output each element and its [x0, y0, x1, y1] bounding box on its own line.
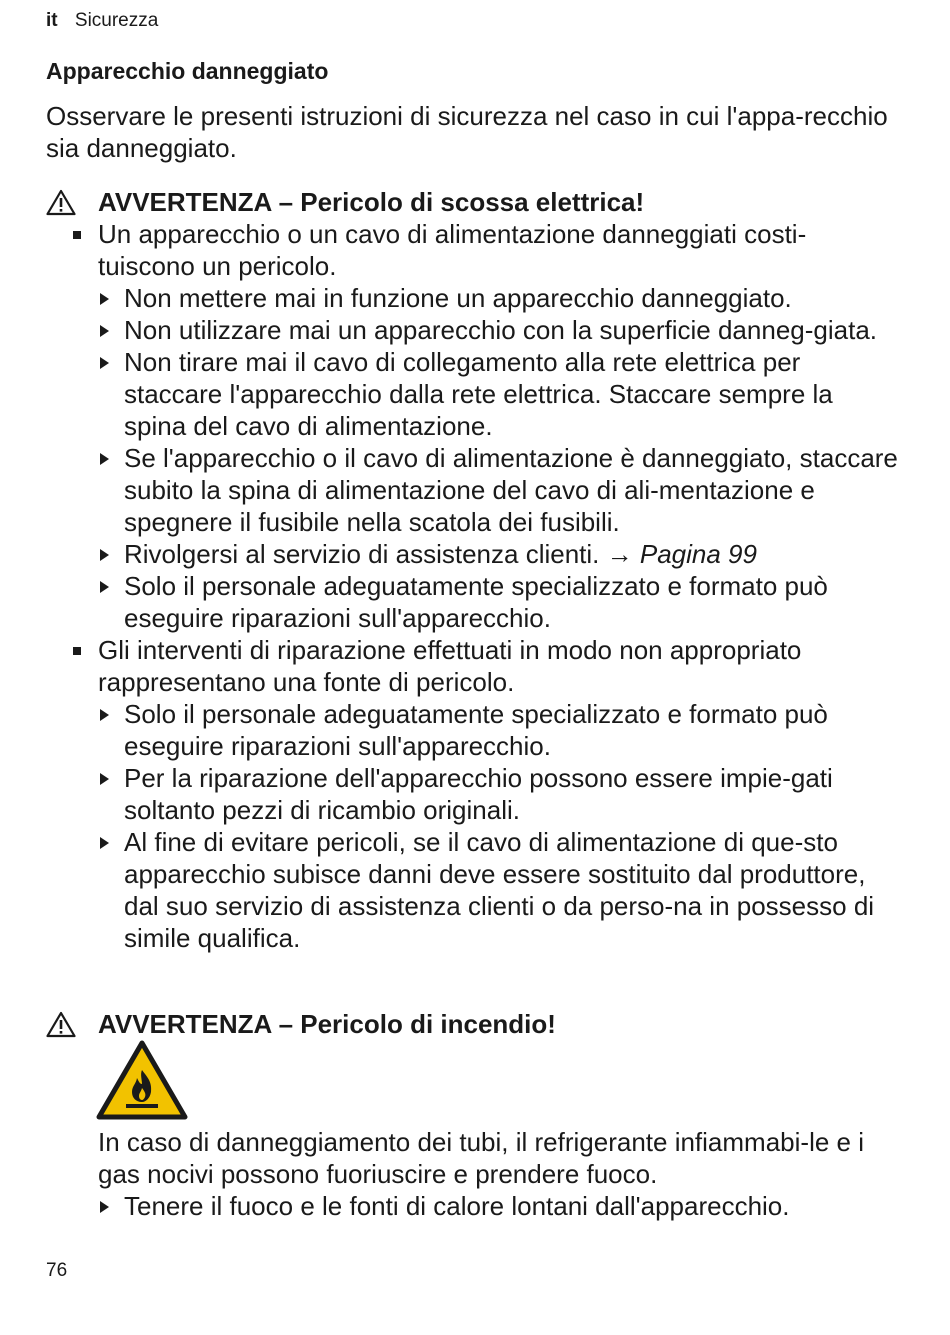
- instruction-step-reference: [70, 538, 900, 570]
- step-text: Al fine di evitare pericoli, se il cavo di alimentazione di que-sto apparecchio subisce danni deve essere sostituito dal produttore, dal suo servizio di assistenza clienti o da perso-na in possesso di simile qualifica.: [124, 827, 875, 953]
- triangle-arrow-icon: [100, 453, 109, 465]
- instruction-step: [98, 1190, 898, 1222]
- triangle-arrow-icon: [100, 773, 109, 785]
- bullet-text: Gli interventi di riparazione effettuati in modo non appropriato rappresentano una fonte di pericolo.: [98, 635, 802, 697]
- intro-paragraph: Osservare le presenti istruzioni di sicurezza nel caso in cui l'appa-recchio sia danneggiato.: [46, 101, 888, 163]
- list-item: [70, 634, 900, 698]
- instruction-step: [70, 762, 900, 826]
- step-text: Non mettere mai in funzione un apparecchio danneggiato.: [124, 283, 792, 313]
- instruction-step: [70, 698, 900, 762]
- fire-warning-text: In caso di danneggiamento dei tubi, il refrigerante infiammabi-le e i gas nocivi possono fuoriuscire e prendere fuoco.: [98, 1127, 864, 1189]
- section-name: Sicurezza: [74, 10, 159, 31]
- language-code: it: [46, 10, 58, 31]
- instruction-step: [70, 314, 900, 346]
- triangle-arrow-icon: [100, 325, 109, 337]
- triangle-arrow-icon: [100, 357, 109, 369]
- step-text: Solo il personale adeguatamente specializzato e formato può eseguire riparazioni sull'apparecchio.: [124, 571, 828, 633]
- step-text: Solo il personale adeguatamente specializzato e formato può eseguire riparazioni sull'apparecchio.: [124, 699, 828, 761]
- warning-triangle-icon: [46, 1011, 76, 1038]
- step-text: Se l'apparecchio o il cavo di alimentazione è danneggiato, staccare subito la spina di alimentazione del cavo di ali-mentazione e spegnere il fusibile nella scatola dei fusibili.: [124, 443, 898, 537]
- instruction-step: [70, 282, 900, 314]
- instruction-step: [70, 826, 900, 954]
- step-text: Rivolgersi al servizio di assistenza clienti.: [124, 539, 600, 569]
- warning-triangle-icon: [46, 189, 76, 216]
- square-bullet-icon: [73, 647, 81, 655]
- step-text: Non tirare mai il cavo di collegamento alla rete elettrica per staccare l'apparecchio dalla rete elettrica. Staccare sempre la spina del cavo di alimentazione.: [124, 347, 833, 441]
- list-item: [70, 218, 900, 282]
- page-reference-link[interactable]: Pagina 99: [639, 539, 757, 569]
- section-title: Apparecchio danneggiato: [46, 58, 329, 84]
- page-header: [46, 10, 158, 32]
- warning-body-fire: [98, 1126, 898, 1222]
- instruction-step: [70, 442, 900, 538]
- triangle-arrow-icon: [100, 581, 109, 593]
- step-text: Non utilizzare mai un apparecchio con la superficie danneg-giata.: [124, 315, 877, 345]
- reference-arrow-icon: →: [606, 539, 633, 569]
- triangle-arrow-icon: [100, 549, 109, 561]
- bullet-text: Un apparecchio o un cavo di alimentazione danneggiati costi-tuiscono un pericolo.: [98, 219, 807, 281]
- triangle-arrow-icon: [100, 709, 109, 721]
- flammable-warning-sign-icon: [96, 1040, 188, 1120]
- triangle-arrow-icon: [100, 293, 109, 305]
- warning-title: AVVERTENZA – Pericolo di incendio!: [98, 1009, 556, 1039]
- triangle-arrow-icon: [100, 837, 109, 849]
- triangle-arrow-icon: [100, 1201, 109, 1213]
- step-text: Tenere il fuoco e le fonti di calore lontani dall'apparecchio.: [124, 1191, 790, 1221]
- square-bullet-icon: [73, 231, 81, 239]
- page-number: 76: [46, 1260, 68, 1281]
- warning-title: AVVERTENZA – Pericolo di scossa elettrica!: [98, 187, 645, 217]
- instruction-step: [70, 346, 900, 442]
- step-text: Per la riparazione dell'apparecchio possono essere impie-gati soltanto pezzi di ricambio originali.: [124, 763, 833, 825]
- instruction-step: [70, 570, 900, 634]
- warning-body-electric: [70, 218, 900, 954]
